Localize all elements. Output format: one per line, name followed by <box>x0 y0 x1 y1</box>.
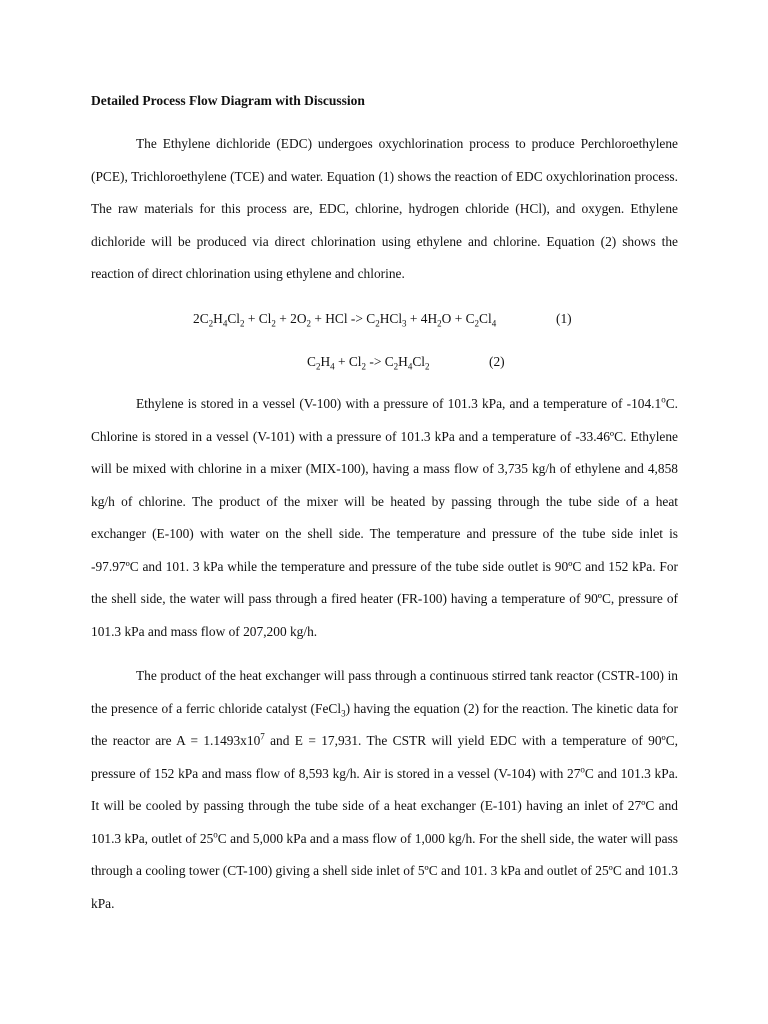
paragraph-intro-text: The Ethylene dichloride (EDC) undergoes oxychlorination process to produce Perchloroethylene (PCE), Trichloroethylene (TCE) and water. Equation (1) shows the reaction of EDC oxychlorination process. The raw materials for this process are, EDC, chlorine, hydrogen chloride (HCl), and oxygen. Ethylene dichloride will be produced via direct chlorination using ethylene and chlorine. Equation (2) shows the reaction of direct chlorination using ethylene and chlorine. <box>91 136 678 281</box>
equation-oxychlorination: $2C_2H_4Cl_2 + Cl_2 + 2O_2$ + HCl -> $C_2HCl_3 + 4H_2O + C_2Cl_4$ <box>193 311 497 329</box>
section-heading: Detailed Process Flow Diagram with Discussion <box>91 93 365 108</box>
paragraph-intro <box>91 128 678 291</box>
equation-number-1: (1) <box>556 311 572 326</box>
paragraph-storage-mixing: Ethylene is stored in a vessel (V-100) with a pressure of 101.3 kPa, and a temperature of -104.1$^o$C. Chlorine is stored in a vessel (V-101) with a pressure of 101.3 kPa and a temperature of -33.46ºC. Ethylene will be mixed with chlorine in a mixer (MIX-100), having a mass flow of 3,735 kg/h of ethylene and 4,858 kg/h of chlorine. The product of the mixer will be heated by passing through the tube side of a heat exchanger (E-100) with water on the shell side. The temperature and pressure of the tube side inlet is -97.97ºC and 101. 3 kPa while the temperature and pressure of the tube side outlet is 90ºC and 152 kPa. For the shell side, the water will pass through a fired heater (FR-100) having a temperature of 90ºC, pressure of 101.3 kPa and mass flow of 207,200 kg/h. <box>91 394 678 639</box>
equation-direct-chlorination: $C_2H_4 + Cl_2 -> C_2H_4Cl_2$ <box>307 354 430 372</box>
paragraph-reactor: The product of the heat exchanger will pass through a continuous stirred tank reactor (CSTR-100) in the presence of a ferric chloride catalyst (FeCl$_3$) having the equation (2) for the reaction. The kinetic data for the reactor are $A = 1.1493x10^7$ and E = 17,931. The CSTR will yield EDC with a temperature of 90ºC, pressure of 152 kPa and mass flow of 8,593 kg/h. Air is stored in a vessel (V-104) with 27$^o$C and 101.3 kPa. It will be cooled by passing through the tube side of a heat exchanger (E-101) having an inlet of 27ºC and 101.3 kPa, outlet of 25$^o$C and 5,000 kPa and a mass flow of 1,000 kg/h. For the shell side, the water will pass through a cooling tower (CT-100) giving a shell side inlet of 5ºC and 101. 3 kPa and outlet of 25ºC and 101.3 kPa. <box>91 668 679 911</box>
equation-number-2: (2) <box>489 354 505 369</box>
